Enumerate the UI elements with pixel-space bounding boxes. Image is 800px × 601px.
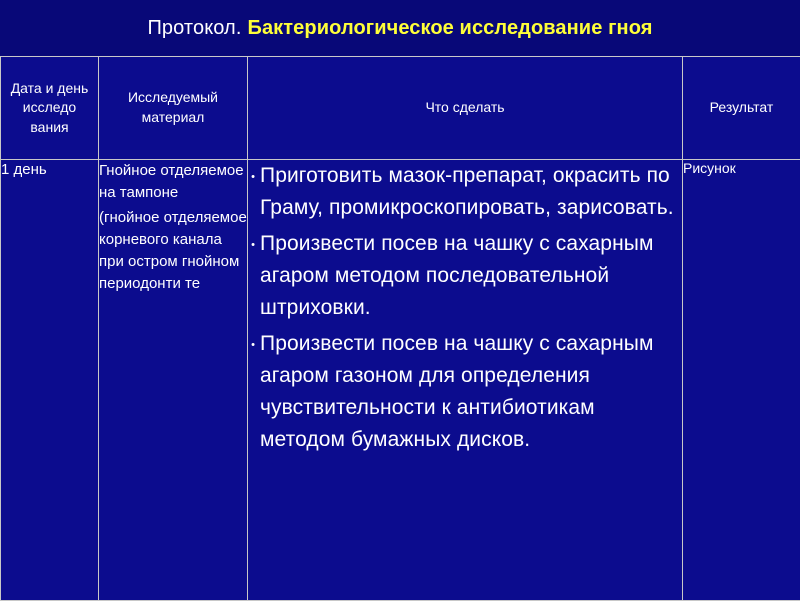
page-title — [0, 0, 800, 56]
header-result — [683, 57, 800, 160]
action-text: Произвести посев на чашку с сахарным агаром газоном для определения чувствительности к антибиотикам методом бумажных дисков. — [258, 328, 682, 456]
header-actions-label: Что сделать — [248, 98, 682, 118]
action-text: Приготовить мазок-препарат, окрасить по Граму, промикроскопировать, зарисовать. — [258, 160, 682, 224]
cell-result — [683, 160, 800, 601]
result-value: Рисунок — [683, 160, 736, 176]
list-item — [248, 228, 682, 324]
header-material-label: Исследуемый материал — [99, 88, 247, 127]
action-text: Произвести посев на чашку с сахарным агаром методом последовательной штриховки. — [258, 228, 682, 324]
date-value: 1 день — [1, 161, 47, 178]
list-item — [248, 160, 682, 224]
bullet-icon: • — [248, 329, 258, 361]
header-date-label: Дата и день исследо вания — [1, 79, 98, 138]
material-line: Гнойное отделяемое на тампоне — [99, 160, 247, 204]
protocol-table — [0, 56, 800, 601]
header-actions — [248, 57, 683, 160]
table-row — [1, 160, 800, 601]
bullet-icon: • — [248, 229, 258, 261]
cell-date — [1, 160, 99, 601]
header-date — [1, 57, 99, 160]
header-row — [1, 57, 800, 160]
cell-actions — [248, 160, 683, 601]
header-material — [99, 57, 248, 160]
bullet-icon: • — [248, 161, 258, 193]
list-item — [248, 328, 682, 456]
material-line: (гнойное отделяемое корневого канала при остром гнойном периодонти те — [99, 207, 247, 295]
cell-material — [99, 160, 248, 601]
title-prefix: Протокол. — [147, 17, 241, 40]
header-result-label: Результат — [683, 98, 800, 118]
action-list — [248, 160, 682, 456]
title-main: Бактериологическое исследование гноя — [247, 17, 652, 40]
